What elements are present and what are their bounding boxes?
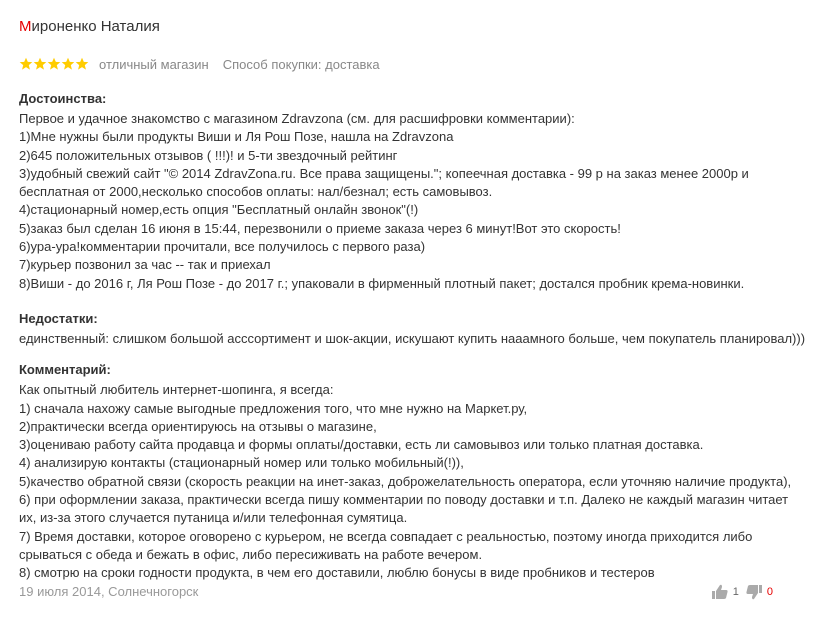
thumb-up-icon[interactable]: [711, 583, 729, 601]
author-name[interactable]: [19, 14, 809, 40]
review-date-location: 19 июля 2014, Солнечногорск: [19, 584, 199, 599]
text-line: 5)качество обратной связи (скорость реакции на инет-заказ, доброжелательность оператора, если уточняю наличие продукта),: [19, 473, 792, 489]
text-line: 3)удобный свежий сайт "© 2014 ZdravZona.ru. Все права защищены."; копеечная доставка - 99 р на заказ менее 2000р и: [19, 165, 749, 181]
text-line: бесплатная от 2000,несколько способов оплаты: нал/безнал; есть самовывоз.: [19, 184, 493, 200]
text-line: Первое и удачное знакомство с магазином Zdravzona (см. для расшифровки комментарии):: [19, 111, 575, 126]
author-first-letter: М: [19, 18, 32, 35]
rating-text: отличный магазин: [99, 56, 209, 72]
text-line: единственный: слишком большой асссортимент и шок-акции, искушают купить нааамного больше, чем покупатель планировал))): [19, 330, 806, 346]
text-line: 2)практически всегда ориентируюсь на отзывы о магазине,: [19, 418, 377, 434]
text-line: Как опытный любитель интернет-шопинга, я всегда:: [19, 382, 334, 398]
comment-body: [19, 381, 809, 582]
comment-title: Комментарий:: [19, 362, 111, 378]
cons-section: [19, 310, 809, 348]
text-line: 8)Виши - до 2016 г, Ля Рош Позе - до 2017 г.; упаковали в фирменный плотный пакет; достался пробник крема-новинки.: [19, 275, 745, 291]
text-line: 6)ура-ура!комментарии прочитали, все получилось с первого раза): [19, 239, 426, 255]
star-icon: [47, 57, 61, 71]
text-line: 7) Время доставки, которое оговорено с курьером, не всегда совпадает с реальностью, поэтому иногда приходится либо: [19, 528, 753, 544]
upvote-count: 1: [732, 586, 739, 598]
pros-title: Достоинства:: [19, 91, 107, 106]
text-line: 3)оцениваю работу сайта продавца и формы оплаты/доставки, есть ли самовывоз или только платная доставка.: [19, 437, 704, 453]
author-name-rest: ироненко Наталия: [31, 18, 160, 35]
star-icon: [61, 57, 75, 71]
text-line: 4) анализирую контакты (стационарный номер или только мобильный(!)),: [19, 455, 464, 471]
text-line: 6) при оформлении заказа, практически всегда пишу комментарии по поводу доставки и т.п. Далеко не каждый магазин читает: [19, 492, 789, 508]
comment-section: [19, 361, 809, 582]
text-line: 1) сначала нахожу самые выгодные предложения того, что мне нужно на Маркет.ру,: [19, 400, 528, 416]
text-line: 8) смотрю на сроки годности продукта, в чем его доставили, люблю бонусы в виде пробников и тестеров: [19, 565, 655, 581]
text-line: 1)Мне нужны были продукты Виши и Ля Рош Позе, нашла на Zdravzona: [19, 129, 454, 145]
star-icon: [33, 57, 47, 71]
thumb-down-icon[interactable]: [745, 583, 763, 601]
pros-body: [19, 110, 809, 293]
cons-body: [19, 330, 809, 348]
text-line: их, из-за этого случается путаница и/или телефонная сумятица.: [19, 510, 408, 526]
pros-section: [19, 90, 809, 293]
review-meta: [19, 54, 809, 74]
purchase-method: Способ покупки: доставка: [222, 56, 380, 72]
vote-controls: [711, 583, 779, 601]
text-line: 2)645 положительных отзывов ( !!!)! и 5-ти звездочный рейтинг: [19, 147, 398, 163]
text-line: 5)заказ был сделан 16 июня в 15:44, перезвонили о приеме заказа через 6 минут!Вот это скорость!: [19, 220, 621, 236]
star-icon: [19, 57, 33, 71]
text-line: 7)курьер позвонил за час -- так и приехал: [19, 257, 271, 273]
star-icon: [75, 57, 89, 71]
review-footer: [19, 583, 809, 601]
review-card: [19, 12, 809, 583]
text-line: срываться с обеда и бежать в офис, либо пересиживать на работе вечером.: [19, 546, 483, 562]
text-line: 4)стационарный номер,есть опция "Бесплатный онлайн звонок"(!): [19, 202, 419, 218]
cons-title: Недостатки:: [19, 310, 98, 326]
downvote-count: 0: [766, 586, 773, 598]
rating-stars: [19, 57, 89, 71]
